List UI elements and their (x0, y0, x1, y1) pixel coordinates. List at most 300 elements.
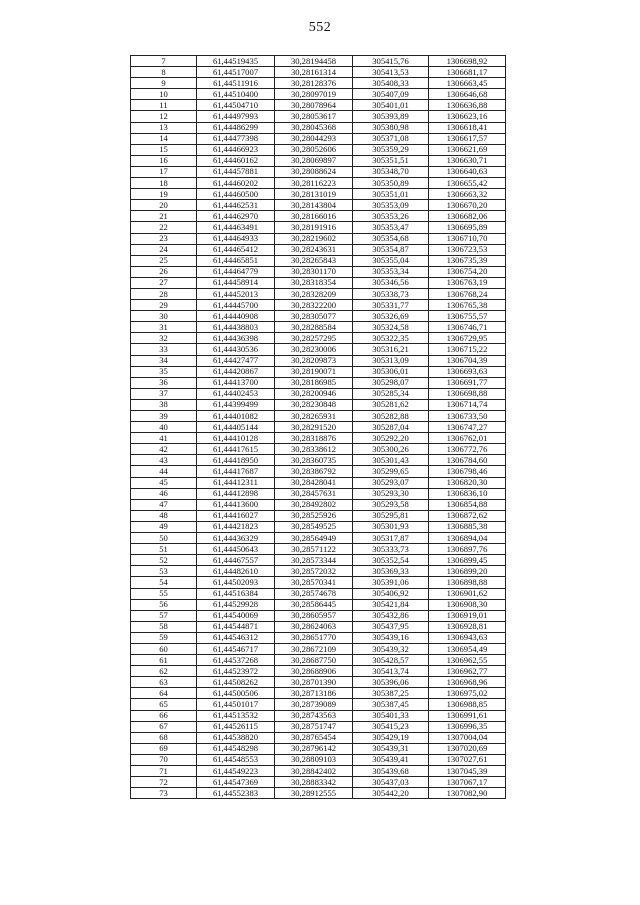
longitude-cell: 30,28338612 (275, 444, 353, 455)
table-row (131, 322, 506, 333)
latitude-cell: 61,44538820 (197, 732, 275, 743)
x-coordinate-cell: 305428,57 (353, 655, 429, 666)
y-coordinate-cell: 1306996,35 (429, 721, 506, 732)
latitude-cell: 61,44516384 (197, 588, 275, 599)
y-coordinate-cell: 1306755,57 (429, 311, 506, 322)
point-number-cell: 11 (131, 100, 197, 111)
latitude-cell: 61,44546717 (197, 643, 275, 654)
latitude-cell: 61,44410128 (197, 433, 275, 444)
longitude-cell: 30,28573344 (275, 555, 353, 566)
x-coordinate-cell: 305353,09 (353, 200, 429, 211)
y-coordinate-cell: 1306820,30 (429, 477, 506, 488)
x-coordinate-cell: 305354,87 (353, 244, 429, 255)
latitude-cell: 61,44418950 (197, 455, 275, 466)
x-coordinate-cell: 305396,06 (353, 677, 429, 688)
y-coordinate-cell: 1306898,88 (429, 577, 506, 588)
x-coordinate-cell: 305282,88 (353, 411, 429, 422)
x-coordinate-cell: 305350,89 (353, 178, 429, 189)
x-coordinate-cell: 305324,58 (353, 322, 429, 333)
x-coordinate-cell: 305348,70 (353, 166, 429, 177)
longitude-cell: 30,28305077 (275, 311, 353, 322)
longitude-cell: 30,28457631 (275, 488, 353, 499)
point-number-cell: 55 (131, 588, 197, 599)
y-coordinate-cell: 1306943,63 (429, 632, 506, 643)
x-coordinate-cell: 305401,33 (353, 710, 429, 721)
point-number-cell: 20 (131, 200, 197, 211)
y-coordinate-cell: 1306698,88 (429, 388, 506, 399)
y-coordinate-cell: 1306772,76 (429, 444, 506, 455)
y-coordinate-cell: 1306962,55 (429, 655, 506, 666)
longitude-cell: 30,28428041 (275, 477, 353, 488)
table-row (131, 288, 506, 299)
x-coordinate-cell: 305352,54 (353, 555, 429, 566)
latitude-cell: 61,44436398 (197, 333, 275, 344)
longitude-cell: 30,28322200 (275, 300, 353, 311)
longitude-cell: 30,28765454 (275, 732, 353, 743)
x-coordinate-cell: 305387,25 (353, 688, 429, 699)
longitude-cell: 30,28572032 (275, 566, 353, 577)
point-number-cell: 37 (131, 388, 197, 399)
x-coordinate-cell: 305353,34 (353, 266, 429, 277)
longitude-cell: 30,28318876 (275, 433, 353, 444)
longitude-cell: 30,28166016 (275, 211, 353, 222)
page-number: 552 (308, 20, 332, 35)
table-row (131, 788, 506, 799)
longitude-cell: 30,28053617 (275, 111, 353, 122)
longitude-cell: 30,28672109 (275, 643, 353, 654)
y-coordinate-cell: 1306723,53 (429, 244, 506, 255)
latitude-cell: 61,44463491 (197, 222, 275, 233)
longitude-cell: 30,28574678 (275, 588, 353, 599)
latitude-cell: 61,44526115 (197, 721, 275, 732)
y-coordinate-cell: 1306968,96 (429, 677, 506, 688)
point-number-cell: 72 (131, 777, 197, 788)
latitude-cell: 61,44482610 (197, 566, 275, 577)
table-row (131, 710, 506, 721)
point-number-cell: 29 (131, 300, 197, 311)
point-number-cell: 44 (131, 466, 197, 477)
point-number-cell: 42 (131, 444, 197, 455)
y-coordinate-cell: 1306715,22 (429, 344, 506, 355)
y-coordinate-cell: 1306763,19 (429, 277, 506, 288)
point-number-cell: 13 (131, 122, 197, 133)
x-coordinate-cell: 305285,34 (353, 388, 429, 399)
longitude-cell: 30,28605957 (275, 610, 353, 621)
point-number-cell: 67 (131, 721, 197, 732)
x-coordinate-cell: 305326,69 (353, 311, 429, 322)
table-row (131, 355, 506, 366)
x-coordinate-cell: 305313,09 (353, 355, 429, 366)
y-coordinate-cell: 1306714,74 (429, 399, 506, 410)
longitude-cell: 30,28688906 (275, 666, 353, 677)
longitude-cell: 30,28097019 (275, 89, 353, 100)
latitude-cell: 61,44421823 (197, 521, 275, 532)
y-coordinate-cell: 1306695,89 (429, 222, 506, 233)
x-coordinate-cell: 305281,62 (353, 399, 429, 410)
x-coordinate-cell: 305442,20 (353, 788, 429, 799)
x-coordinate-cell: 305380,98 (353, 122, 429, 133)
x-coordinate-cell: 305355,04 (353, 255, 429, 266)
y-coordinate-cell: 1306636,88 (429, 100, 506, 111)
latitude-cell: 61,44508262 (197, 677, 275, 688)
y-coordinate-cell: 1306735,39 (429, 255, 506, 266)
point-number-cell: 62 (131, 666, 197, 677)
longitude-cell: 30,28265843 (275, 255, 353, 266)
latitude-cell: 61,44464779 (197, 266, 275, 277)
table-row (131, 777, 506, 788)
x-coordinate-cell: 305415,23 (353, 721, 429, 732)
longitude-cell: 30,28328209 (275, 288, 353, 299)
latitude-cell: 61,44420867 (197, 366, 275, 377)
point-number-cell: 56 (131, 599, 197, 610)
x-coordinate-cell: 305387,45 (353, 699, 429, 710)
latitude-cell: 61,44544871 (197, 621, 275, 632)
longitude-cell: 30,28257295 (275, 333, 353, 344)
x-coordinate-cell: 305306,01 (353, 366, 429, 377)
longitude-cell: 30,28360735 (275, 455, 353, 466)
table-row (131, 588, 506, 599)
y-coordinate-cell: 1306988,85 (429, 699, 506, 710)
point-number-cell: 24 (131, 244, 197, 255)
table-row (131, 333, 506, 344)
x-coordinate-cell: 305301,43 (353, 455, 429, 466)
longitude-cell: 30,28624063 (275, 621, 353, 632)
table-row (131, 721, 506, 732)
x-coordinate-cell: 305432,86 (353, 610, 429, 621)
table-row (131, 133, 506, 144)
coordinates-table-body (131, 56, 506, 799)
point-number-cell: 23 (131, 233, 197, 244)
y-coordinate-cell: 1307082,90 (429, 788, 506, 799)
x-coordinate-cell: 305299,65 (353, 466, 429, 477)
longitude-cell: 30,28078964 (275, 100, 353, 111)
y-coordinate-cell: 1306919,01 (429, 610, 506, 621)
point-number-cell: 53 (131, 566, 197, 577)
latitude-cell: 61,44537268 (197, 655, 275, 666)
x-coordinate-cell: 305391,06 (353, 577, 429, 588)
longitude-cell: 30,28301170 (275, 266, 353, 277)
y-coordinate-cell: 1306729,95 (429, 333, 506, 344)
x-coordinate-cell: 305439,68 (353, 766, 429, 777)
y-coordinate-cell: 1306640,63 (429, 166, 506, 177)
x-coordinate-cell: 305437,95 (353, 621, 429, 632)
latitude-cell: 61,44511916 (197, 78, 275, 89)
table-row (131, 233, 506, 244)
x-coordinate-cell: 305346,56 (353, 277, 429, 288)
y-coordinate-cell: 1306899,45 (429, 555, 506, 566)
point-number-cell: 39 (131, 411, 197, 422)
table-row (131, 411, 506, 422)
point-number-cell: 27 (131, 277, 197, 288)
y-coordinate-cell: 1307004,04 (429, 732, 506, 743)
table-row (131, 754, 506, 765)
y-coordinate-cell: 1306617,57 (429, 133, 506, 144)
y-coordinate-cell: 1306908,30 (429, 599, 506, 610)
y-coordinate-cell: 1306746,71 (429, 322, 506, 333)
x-coordinate-cell: 305293,58 (353, 499, 429, 510)
table-row (131, 555, 506, 566)
latitude-cell: 61,44460202 (197, 178, 275, 189)
table-row (131, 311, 506, 322)
table-row (131, 56, 506, 67)
point-number-cell: 33 (131, 344, 197, 355)
y-coordinate-cell: 1306655,42 (429, 178, 506, 189)
x-coordinate-cell: 305406,92 (353, 588, 429, 599)
latitude-cell: 61,44399499 (197, 399, 275, 410)
latitude-cell: 61,44413700 (197, 377, 275, 388)
x-coordinate-cell: 305354,68 (353, 233, 429, 244)
table-row (131, 743, 506, 754)
point-number-cell: 73 (131, 788, 197, 799)
point-number-cell: 50 (131, 533, 197, 544)
y-coordinate-cell: 1306768,24 (429, 288, 506, 299)
point-number-cell: 34 (131, 355, 197, 366)
point-number-cell: 45 (131, 477, 197, 488)
latitude-cell: 61,44547369 (197, 777, 275, 788)
point-number-cell: 28 (131, 288, 197, 299)
point-number-cell: 35 (131, 366, 197, 377)
x-coordinate-cell: 305351,51 (353, 155, 429, 166)
longitude-cell: 30,28200946 (275, 388, 353, 399)
y-coordinate-cell: 1307020,69 (429, 743, 506, 754)
latitude-cell: 61,44460500 (197, 189, 275, 200)
latitude-cell: 61,44552383 (197, 788, 275, 799)
longitude-cell: 30,28687750 (275, 655, 353, 666)
latitude-cell: 61,44502093 (197, 577, 275, 588)
y-coordinate-cell: 1306646,68 (429, 89, 506, 100)
table-row (131, 610, 506, 621)
x-coordinate-cell: 305353,47 (353, 222, 429, 233)
longitude-cell: 30,28713186 (275, 688, 353, 699)
y-coordinate-cell: 1306954,49 (429, 643, 506, 654)
point-number-cell: 63 (131, 677, 197, 688)
point-number-cell: 38 (131, 399, 197, 410)
point-number-cell: 49 (131, 521, 197, 532)
point-number-cell: 51 (131, 544, 197, 555)
longitude-cell: 30,28069897 (275, 155, 353, 166)
x-coordinate-cell: 305338,73 (353, 288, 429, 299)
point-number-cell: 30 (131, 311, 197, 322)
table-row (131, 211, 506, 222)
point-number-cell: 57 (131, 610, 197, 621)
point-number-cell: 8 (131, 67, 197, 78)
longitude-cell: 30,28586445 (275, 599, 353, 610)
longitude-cell: 30,28751747 (275, 721, 353, 732)
table-row (131, 488, 506, 499)
table-row (131, 300, 506, 311)
y-coordinate-cell: 1306682,06 (429, 211, 506, 222)
y-coordinate-cell: 1306784,60 (429, 455, 506, 466)
x-coordinate-cell: 305293,30 (353, 488, 429, 499)
latitude-cell: 61,44477398 (197, 133, 275, 144)
table-row (131, 200, 506, 211)
latitude-cell: 61,44486299 (197, 122, 275, 133)
longitude-cell: 30,28219602 (275, 233, 353, 244)
latitude-cell: 61,44501017 (197, 699, 275, 710)
point-number-cell: 54 (131, 577, 197, 588)
x-coordinate-cell: 305415,76 (353, 56, 429, 67)
table-row (131, 433, 506, 444)
latitude-cell: 61,44458914 (197, 277, 275, 288)
table-row (131, 621, 506, 632)
y-coordinate-cell: 1307067,17 (429, 777, 506, 788)
latitude-cell: 61,44412311 (197, 477, 275, 488)
latitude-cell: 61,44412898 (197, 488, 275, 499)
x-coordinate-cell: 305439,16 (353, 632, 429, 643)
longitude-cell: 30,28209873 (275, 355, 353, 366)
table-row (131, 566, 506, 577)
x-coordinate-cell: 305439,41 (353, 754, 429, 765)
y-coordinate-cell: 1306962,77 (429, 666, 506, 677)
table-row (131, 477, 506, 488)
longitude-cell: 30,28230006 (275, 344, 353, 355)
latitude-cell: 61,44452013 (197, 288, 275, 299)
y-coordinate-cell: 1306681,17 (429, 67, 506, 78)
longitude-cell: 30,28230848 (275, 399, 353, 410)
y-coordinate-cell: 1306836,10 (429, 488, 506, 499)
table-row (131, 222, 506, 233)
latitude-cell: 61,44540069 (197, 610, 275, 621)
table-row (131, 466, 506, 477)
y-coordinate-cell: 1306710,70 (429, 233, 506, 244)
table-row (131, 577, 506, 588)
point-number-cell: 31 (131, 322, 197, 333)
latitude-cell: 61,44402453 (197, 388, 275, 399)
table-row (131, 244, 506, 255)
table-row (131, 189, 506, 200)
latitude-cell: 61,44465851 (197, 255, 275, 266)
x-coordinate-cell: 305407,09 (353, 89, 429, 100)
latitude-cell: 61,44401082 (197, 411, 275, 422)
point-number-cell: 46 (131, 488, 197, 499)
coordinates-table (130, 55, 506, 799)
table-row (131, 178, 506, 189)
table-row (131, 521, 506, 532)
y-coordinate-cell: 1306798,46 (429, 466, 506, 477)
point-number-cell: 9 (131, 78, 197, 89)
latitude-cell: 61,44413600 (197, 499, 275, 510)
latitude-cell: 61,44405144 (197, 422, 275, 433)
longitude-cell: 30,28044293 (275, 133, 353, 144)
longitude-cell: 30,28525926 (275, 510, 353, 521)
table-row (131, 78, 506, 89)
latitude-cell: 61,44417687 (197, 466, 275, 477)
point-number-cell: 41 (131, 433, 197, 444)
table-row (131, 166, 506, 177)
x-coordinate-cell: 305401,01 (353, 100, 429, 111)
point-number-cell: 32 (131, 333, 197, 344)
table-row (131, 643, 506, 654)
y-coordinate-cell: 1306698,92 (429, 56, 506, 67)
latitude-cell: 61,44497993 (197, 111, 275, 122)
x-coordinate-cell: 305439,32 (353, 643, 429, 654)
table-row (131, 122, 506, 133)
x-coordinate-cell: 305301,93 (353, 521, 429, 532)
longitude-cell: 30,28386792 (275, 466, 353, 477)
point-number-cell: 43 (131, 455, 197, 466)
latitude-cell: 61,44427477 (197, 355, 275, 366)
x-coordinate-cell: 305393,89 (353, 111, 429, 122)
y-coordinate-cell: 1306897,76 (429, 544, 506, 555)
point-number-cell: 59 (131, 632, 197, 643)
y-coordinate-cell: 1307045,39 (429, 766, 506, 777)
y-coordinate-cell: 1306928,81 (429, 621, 506, 632)
point-number-cell: 47 (131, 499, 197, 510)
y-coordinate-cell: 1306975,02 (429, 688, 506, 699)
x-coordinate-cell: 305413,74 (353, 666, 429, 677)
longitude-cell: 30,28131019 (275, 189, 353, 200)
y-coordinate-cell: 1306747,27 (429, 422, 506, 433)
x-coordinate-cell: 305353,26 (353, 211, 429, 222)
x-coordinate-cell: 305295,81 (353, 510, 429, 521)
y-coordinate-cell: 1306894,04 (429, 533, 506, 544)
longitude-cell: 30,28318354 (275, 277, 353, 288)
point-number-cell: 22 (131, 222, 197, 233)
longitude-cell: 30,28701390 (275, 677, 353, 688)
point-number-cell: 58 (131, 621, 197, 632)
longitude-cell: 30,28191916 (275, 222, 353, 233)
latitude-cell: 61,44457881 (197, 166, 275, 177)
x-coordinate-cell: 305298,07 (353, 377, 429, 388)
table-row (131, 255, 506, 266)
x-coordinate-cell: 305408,33 (353, 78, 429, 89)
table-row (131, 599, 506, 610)
y-coordinate-cell: 1306901,62 (429, 588, 506, 599)
latitude-cell: 61,44548298 (197, 743, 275, 754)
longitude-cell: 30,28190071 (275, 366, 353, 377)
point-number-cell: 52 (131, 555, 197, 566)
longitude-cell: 30,28842402 (275, 766, 353, 777)
latitude-cell: 61,44464933 (197, 233, 275, 244)
longitude-cell: 30,28739089 (275, 699, 353, 710)
longitude-cell: 30,28883342 (275, 777, 353, 788)
longitude-cell: 30,28186985 (275, 377, 353, 388)
y-coordinate-cell: 1306670,20 (429, 200, 506, 211)
latitude-cell: 61,44517007 (197, 67, 275, 78)
y-coordinate-cell: 1306885,38 (429, 521, 506, 532)
x-coordinate-cell: 305437,03 (353, 777, 429, 788)
point-number-cell: 10 (131, 89, 197, 100)
latitude-cell: 61,44467557 (197, 555, 275, 566)
point-number-cell: 15 (131, 144, 197, 155)
point-number-cell: 61 (131, 655, 197, 666)
x-coordinate-cell: 305317,87 (353, 533, 429, 544)
latitude-cell: 61,44462531 (197, 200, 275, 211)
y-coordinate-cell: 1306691,77 (429, 377, 506, 388)
latitude-cell: 61,44465412 (197, 244, 275, 255)
point-number-cell: 18 (131, 178, 197, 189)
x-coordinate-cell: 305331,77 (353, 300, 429, 311)
latitude-cell: 61,44430536 (197, 344, 275, 355)
x-coordinate-cell: 305322,35 (353, 333, 429, 344)
table-row (131, 444, 506, 455)
point-number-cell: 69 (131, 743, 197, 754)
point-number-cell: 12 (131, 111, 197, 122)
table-row (131, 732, 506, 743)
latitude-cell: 61,44417615 (197, 444, 275, 455)
longitude-cell: 30,28549525 (275, 521, 353, 532)
latitude-cell: 61,44436329 (197, 533, 275, 544)
longitude-cell: 30,28116223 (275, 178, 353, 189)
latitude-cell: 61,44523972 (197, 666, 275, 677)
latitude-cell: 61,44460162 (197, 155, 275, 166)
x-coordinate-cell: 305413,53 (353, 67, 429, 78)
y-coordinate-cell: 1306693,63 (429, 366, 506, 377)
table-row (131, 544, 506, 555)
latitude-cell: 61,44440908 (197, 311, 275, 322)
x-coordinate-cell: 305351,01 (353, 189, 429, 200)
point-number-cell: 14 (131, 133, 197, 144)
